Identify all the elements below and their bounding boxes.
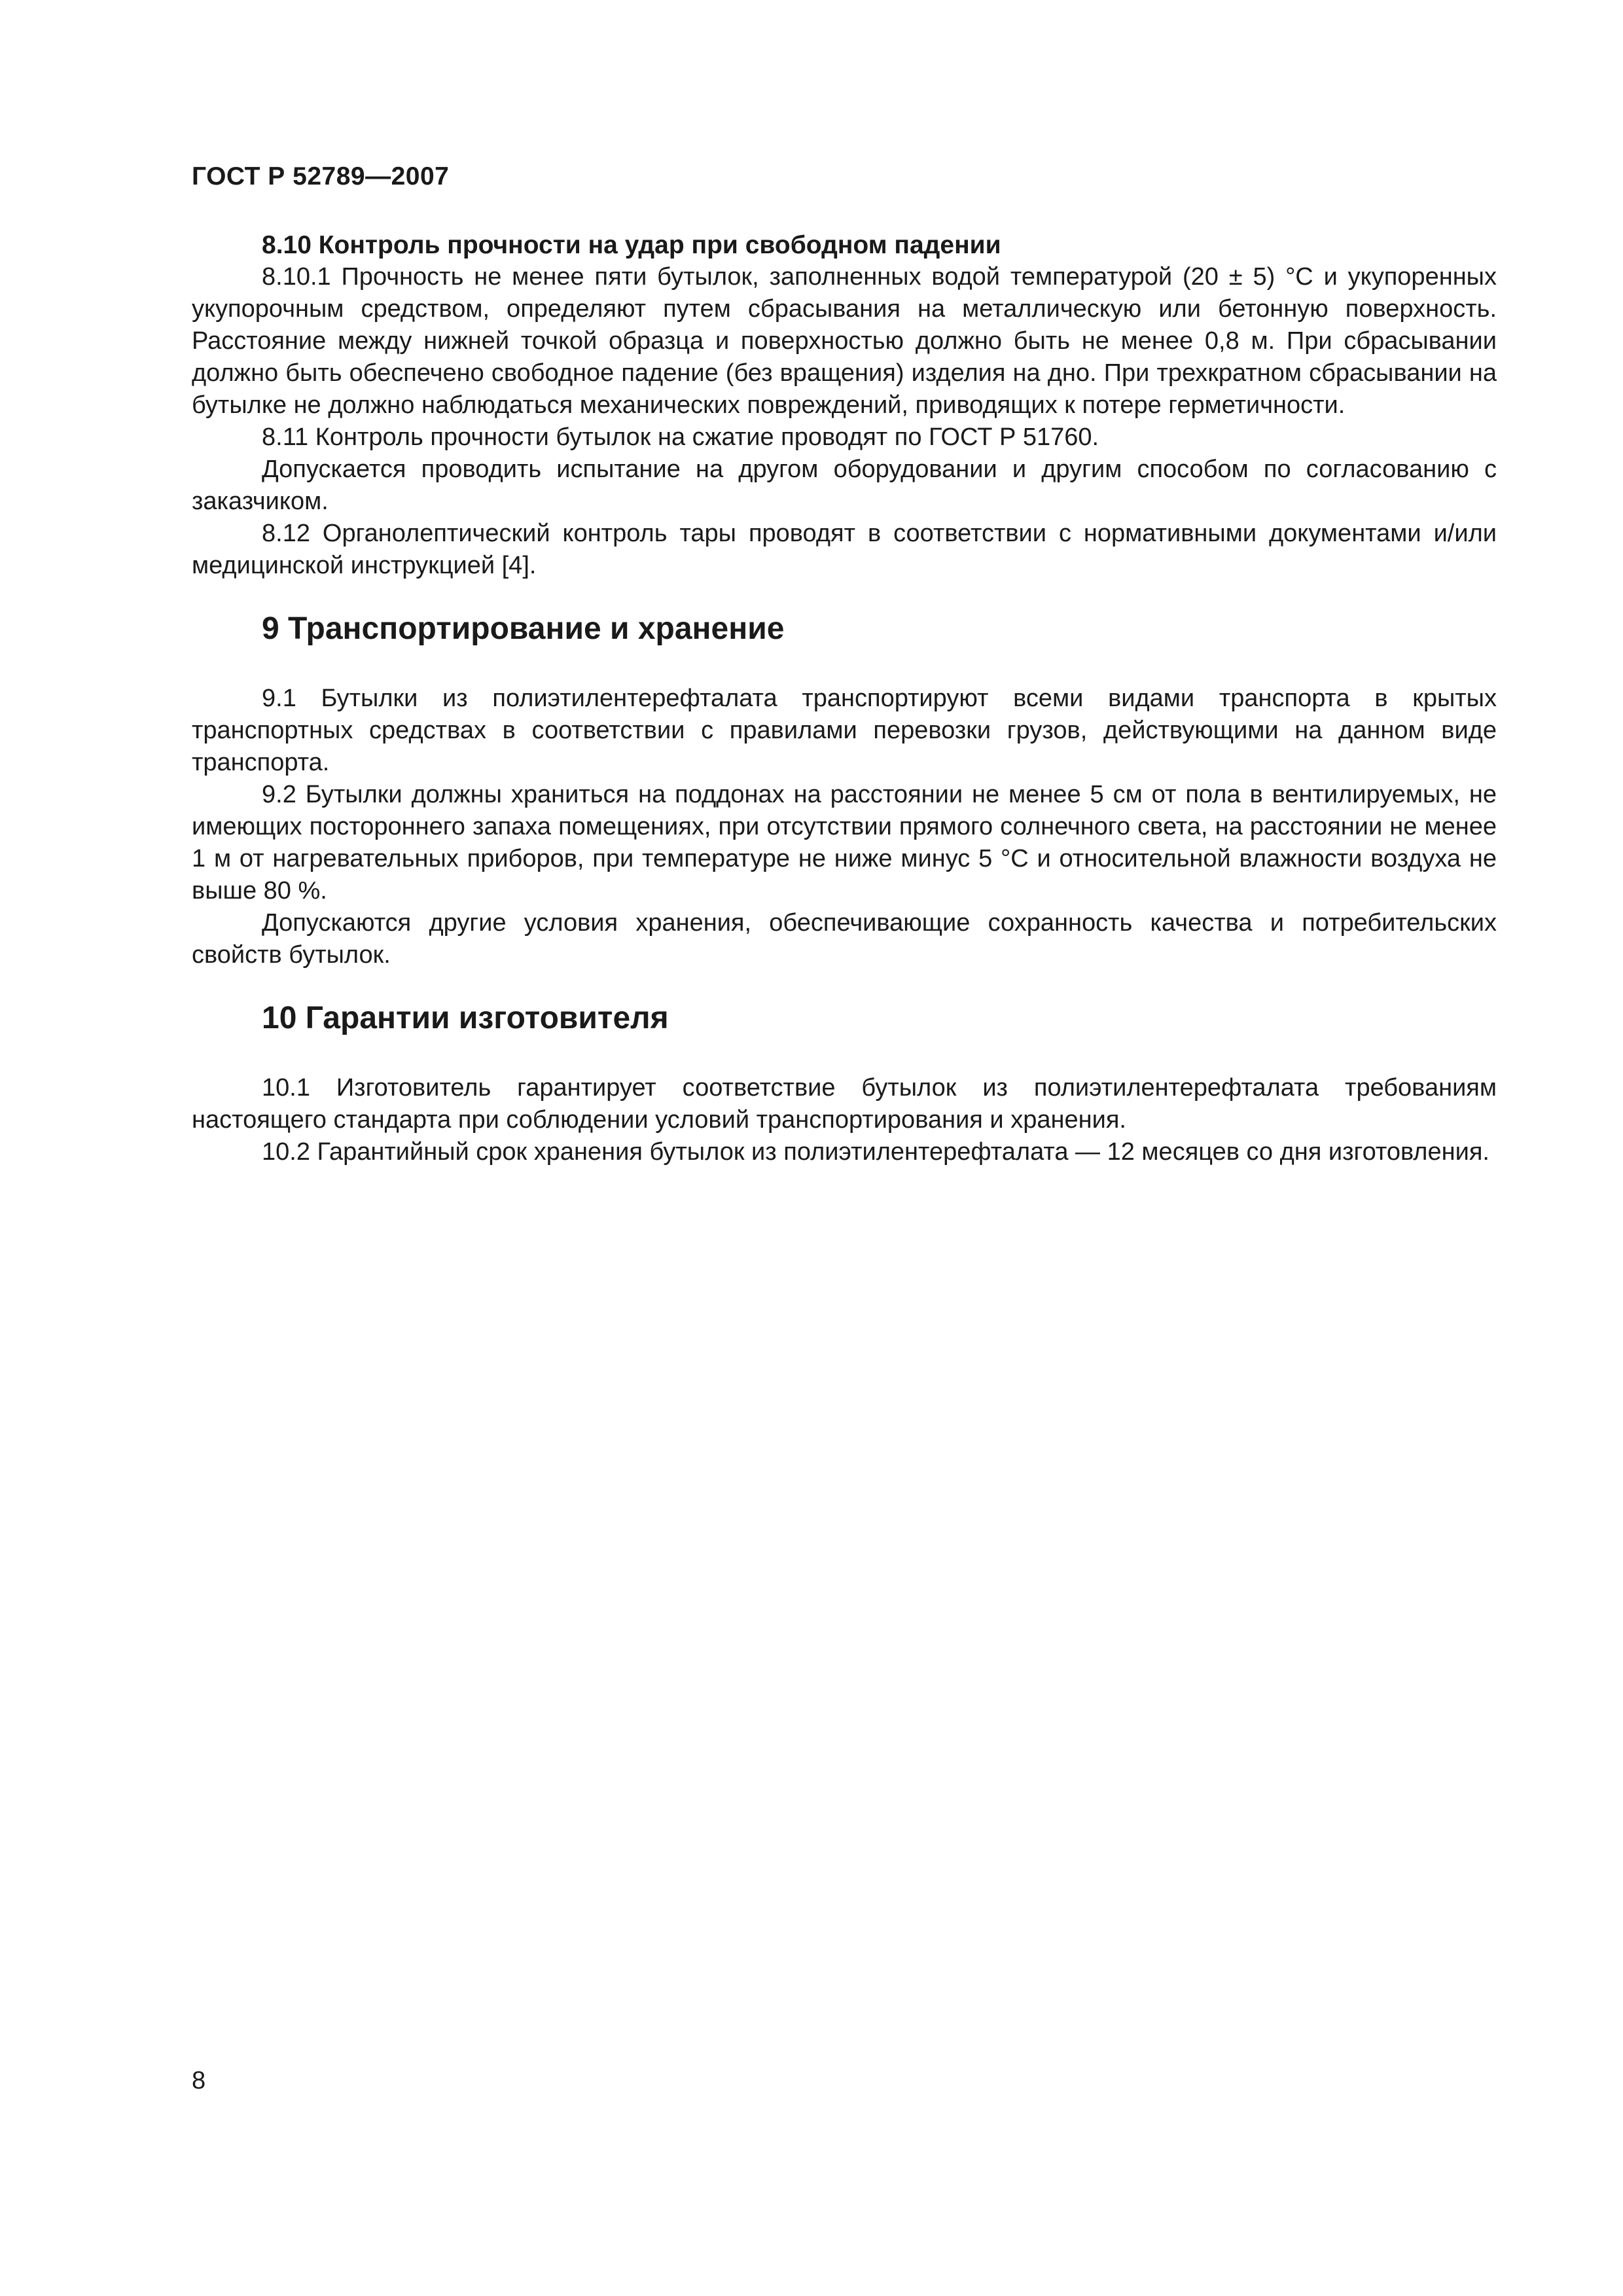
paragraph-9-1: 9.1 Бутылки из полиэтилентерефталата транспортируют всеми видами транспорта в крытых транспортных средствах в соответствии с правилами перевозки грузов, действующими на данном виде транспорта.: [192, 685, 1497, 776]
page-number: 8: [192, 2067, 206, 2094]
paragraph-9-2-note: Допускаются другие условия хранения, обеспечивающие сохранность качества и потребительских свойств бутылок.: [192, 909, 1497, 969]
paragraph-10-2: 10.2 Гарантийный срок хранения бутылок из полиэтилентерефталата — 12 месяцев со дня изготовления.: [262, 1138, 1489, 1166]
paragraph-9-2: 9.2 Бутылки должны храниться на поддонах на расстоянии не менее 5 см от пола в вентилируемых, не имеющих постороннего запаха помещениях, при отсутствии прямого солнечного света, на расстоянии не менее 1 м от нагревательных приборов, при температуре не ниже минус 5 °С и относительной влажности воздуха не выше 80 %.: [192, 781, 1497, 905]
paragraph-8-11: 8.11 Контроль прочности бутылок на сжатие проводят по ГОСТ Р 51760.: [262, 423, 1099, 451]
document-body: [192, 229, 1497, 1168]
section-heading-9: 9 Транспортирование и хранение: [262, 611, 785, 646]
paragraph-10-1: 10.1 Изготовитель гарантирует соответствие бутылок из полиэтилентерефталата требованиям настоящего стандарта при соблюдении условий транспортирования и хранения.: [192, 1074, 1497, 1134]
subsection-heading-8-10: 8.10 Контроль прочности на удар при свободном падении: [262, 231, 1001, 259]
paragraph-8-11-note: Допускается проводить испытание на другом оборудовании и другим способом по согласованию с заказчиком.: [192, 456, 1497, 515]
section-heading-10: 10 Гарантии изготовителя: [262, 1001, 669, 1035]
document-id-header: ГОСТ Р 52789—2007: [192, 162, 450, 190]
paragraph-8-12: 8.12 Органолептический контроль тары проводят в соответствии с нормативными документами и/или медицинской инструкцией [4].: [192, 520, 1497, 579]
paragraph-8-10-1: 8.10.1 Прочность не менее пяти бутылок, заполненных водой температурой (20 ± 5) °С и укупоренных укупорочным средством, определяют путем сбрасывания на металлическую или бетонную поверхность. Расстояние между нижней точкой образца и поверхностью должно быть не менее 0,8 м. При сбрасывании должно быть обеспечено свободное падение (без вращения) изделия на дно. При трехкратном сбрасывании на бутылке не должно наблюдаться механических повреждений, приводящих к потере герметичности.: [192, 263, 1497, 419]
